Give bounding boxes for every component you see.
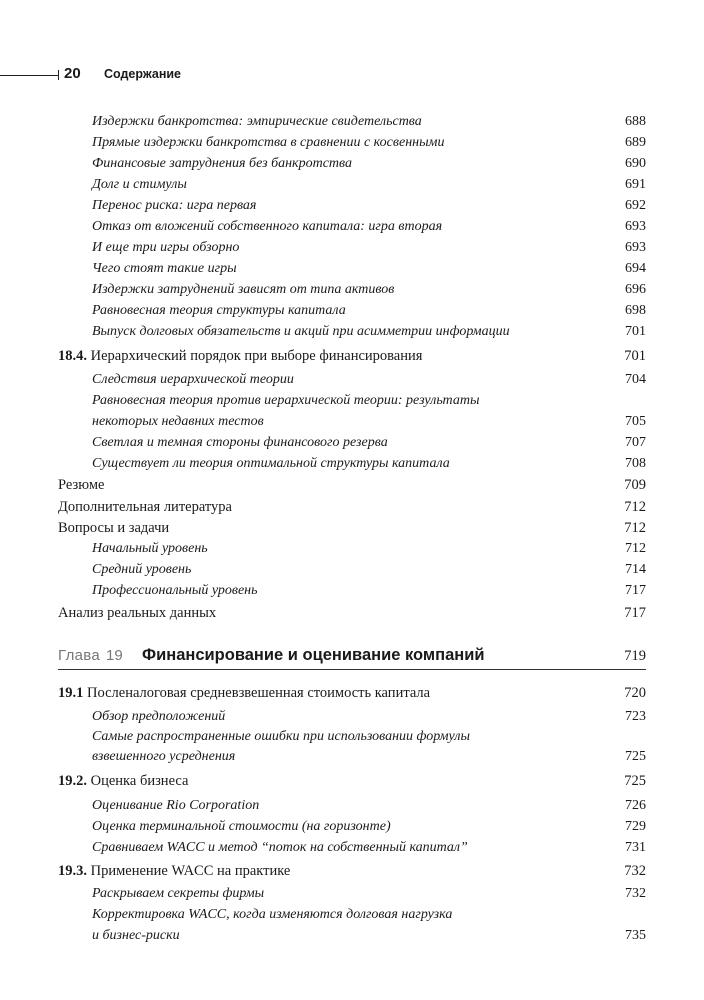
entry-page: 735 — [625, 928, 646, 943]
toc-entry — [58, 301, 646, 321]
toc-entry-real-data — [58, 603, 646, 623]
entry-page: 693 — [625, 219, 646, 234]
entry-page: 689 — [625, 135, 646, 150]
chapter-label: Глава — [58, 647, 101, 664]
toc-entry — [58, 905, 646, 925]
entry-title: Долг и стимулы — [92, 177, 187, 192]
toc-section — [58, 861, 646, 881]
chapter-title: Финансирование и оценивание компаний — [142, 646, 485, 664]
entry-page: 729 — [625, 819, 646, 834]
section-title: Иерархический порядок при выборе финансирования — [90, 348, 423, 364]
entry-title: Профессиональный уровень — [92, 583, 258, 598]
section-number: 19.1 — [58, 685, 84, 701]
entry-title: Перенос риска: игра первая — [92, 198, 257, 213]
toc-entry — [58, 817, 646, 837]
toc-entry — [58, 433, 646, 453]
entry-page: 701 — [625, 324, 646, 339]
entry-page: 726 — [625, 798, 646, 813]
toc-section — [58, 771, 646, 791]
section-title: Применение WACC на практике — [90, 863, 291, 879]
entry-title: Прямые издержки банкротства в сравнении с косвенными — [92, 135, 445, 150]
toc-entry — [58, 391, 646, 411]
entry-title: Отказ от вложений собственного капитала: игра вторая — [92, 219, 443, 234]
entry-page: 712 — [624, 499, 646, 515]
toc-entry-continuation — [58, 747, 646, 767]
toc-entry — [58, 581, 646, 601]
entry-title: Оценивание Rio Corporation — [92, 798, 260, 813]
entry-page: 723 — [625, 709, 646, 724]
entry-page: 692 — [625, 198, 646, 213]
toc-section — [58, 346, 646, 366]
entry-page: 708 — [625, 456, 646, 471]
toc-entry — [58, 154, 646, 174]
toc-entry — [58, 707, 646, 727]
entry-page: 725 — [625, 749, 646, 764]
toc-entry — [58, 838, 646, 858]
header-tick — [58, 70, 59, 80]
toc-entry-questions — [58, 518, 646, 538]
toc-entry — [58, 238, 646, 258]
toc-entry — [58, 259, 646, 279]
section-title: Посленалоговая средневзвешенная стоимость капитала — [87, 685, 431, 701]
entry-title: Финансовые затруднения без банкротства — [92, 156, 353, 171]
entry-title: Издержки затруднений зависят от типа активов — [92, 282, 395, 297]
entry-page: 693 — [625, 240, 646, 255]
toc-entry — [58, 796, 646, 816]
entry-title: Следствия иерархической теории — [92, 372, 294, 387]
toc-entry — [58, 280, 646, 300]
entry-title: Обзор предположений — [92, 709, 226, 724]
entry-page: 704 — [625, 372, 646, 387]
toc-entry — [58, 370, 646, 390]
entry-title: Дополнительная литература — [58, 499, 232, 515]
toc-entry — [58, 454, 646, 474]
entry-title: Существует ли теория оптимальной структуры капитала — [92, 456, 450, 471]
entry-page: 696 — [625, 282, 646, 297]
entry-title: Чего стоят такие игры — [92, 261, 237, 276]
entry-title: Сравниваем WACC и метод “поток на собственный капитал” — [92, 840, 468, 855]
toc-entry-continuation — [58, 926, 646, 946]
entry-page: 709 — [624, 477, 646, 493]
entry-title: Корректировка WACC, когда изменяются долговая нагрузка — [92, 907, 453, 922]
toc-entry — [58, 727, 646, 747]
entry-page: 732 — [625, 886, 646, 901]
section-number: 18.4. — [58, 348, 87, 364]
entry-title: Начальный уровень — [92, 541, 208, 556]
entry-page: 694 — [625, 261, 646, 276]
entry-title: Оценка терминальной стоимости (на горизонте) — [92, 819, 391, 834]
entry-title: Равновесная теория против иерархической теории: результаты — [92, 393, 480, 408]
toc-entry — [58, 175, 646, 195]
entry-page: 712 — [624, 520, 646, 536]
entry-page: 732 — [624, 863, 646, 879]
toc-entry-further-reading — [58, 497, 646, 517]
entry-page: 705 — [625, 414, 646, 429]
entry-title: Средний уровень — [92, 562, 192, 577]
entry-page: 717 — [625, 583, 646, 598]
entry-title: И еще три игры обзорно — [92, 240, 240, 255]
entry-title: Анализ реальных данных — [58, 605, 217, 621]
entry-title: Вопросы и задачи — [58, 520, 170, 536]
running-header — [0, 64, 400, 88]
entry-page: 731 — [625, 840, 646, 855]
entry-page: 688 — [625, 114, 646, 129]
entry-title-cont: некоторых недавних тестов — [92, 414, 264, 429]
toc-entry — [58, 539, 646, 559]
toc-entry — [58, 112, 646, 132]
toc-section — [58, 683, 646, 703]
entry-title: Выпуск долговых обязательств и акций при асимметрии информации — [92, 324, 510, 339]
section-number: 19.3. — [58, 863, 87, 879]
entry-title: Издержки банкротства: эмпирические свидетельства — [92, 114, 422, 129]
entry-page: 720 — [624, 685, 646, 701]
toc-entry — [58, 322, 646, 342]
entry-page: 690 — [625, 156, 646, 171]
toc-entry — [58, 196, 646, 216]
toc-entry — [58, 133, 646, 153]
entry-title-cont: и бизнес-риски — [92, 928, 180, 943]
chapter-number: 19 — [106, 647, 123, 664]
entry-title-cont: взвешенного усреднения — [92, 749, 236, 764]
entry-page: 717 — [624, 605, 646, 621]
toc-entry-resume — [58, 475, 646, 495]
entry-page: 712 — [625, 541, 646, 556]
chapter-heading — [58, 644, 646, 670]
section-number: 19.2. — [58, 773, 87, 789]
chapter-page: 719 — [624, 648, 646, 664]
toc-entry — [58, 560, 646, 580]
entry-title: Равновесная теория структуры капитала — [92, 303, 346, 318]
entry-page: 714 — [625, 562, 646, 577]
entry-title: Раскрываем секреты фирмы — [92, 886, 265, 901]
header-rule — [0, 75, 58, 76]
toc-entry — [58, 884, 646, 904]
page-number: 20 — [64, 65, 81, 82]
entry-page: 698 — [625, 303, 646, 318]
entry-title: Самые распространенные ошибки при использовании формулы — [92, 729, 470, 744]
entry-page: 725 — [624, 773, 646, 789]
entry-title: Резюме — [58, 477, 105, 493]
entry-title: Светлая и темная стороны финансового резерва — [92, 435, 388, 450]
entry-page: 701 — [624, 348, 646, 364]
section-title: Оценка бизнеса — [90, 773, 189, 789]
toc-entry — [58, 217, 646, 237]
entry-page: 707 — [625, 435, 646, 450]
toc-entry-continuation — [58, 412, 646, 432]
entry-page: 691 — [625, 177, 646, 192]
header-title: Содержание — [104, 67, 182, 81]
chapter-rule — [58, 669, 646, 670]
